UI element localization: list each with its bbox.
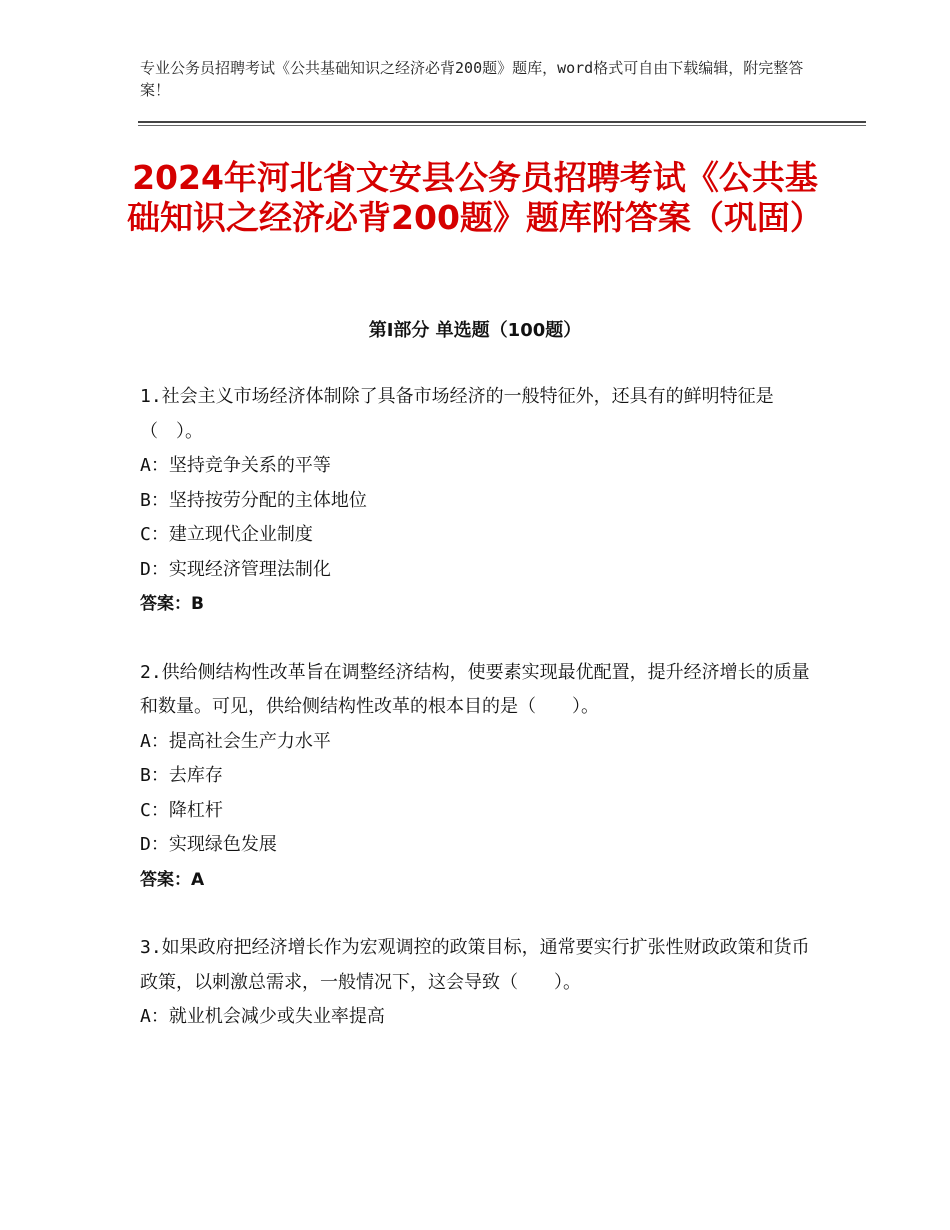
question-3 [140, 931, 810, 1035]
section-title: 第Ⅰ部分 单选题（100题） [368, 320, 582, 341]
option-b: B：坚持按劳分配的主体地位 [140, 489, 367, 511]
option-c: C：建立现代企业制度 [140, 524, 313, 545]
header-note: 专业公务员招聘考试《公共基础知识之经济必背200题》题库，word格式可自由下载编辑，附完整答案！ [140, 59, 804, 99]
option-c: C：降杠杆 [140, 799, 223, 821]
question-stem: 2.供给侧结构性改革旨在调整经济结构，使要素实现最优配置，提升经济增长的质量和数量。可见，供给侧结构性改革的根本目的是（ ）。 [140, 661, 810, 717]
document-title: 2024年河北省文安县公务员招聘考试《公共基础知识之经济必背200题》题库附答案（巩固） [127, 158, 823, 237]
question-1 [140, 380, 810, 622]
question-list [140, 380, 810, 1069]
header-divider-thick [138, 121, 866, 123]
option-b: B：去库存 [140, 765, 223, 786]
option-a: A：提高社会生产力水平 [140, 730, 331, 752]
option-a: A：坚持竞争关系的平等 [140, 455, 331, 476]
option-a: A：就业机会减少或失业率提高 [140, 1006, 385, 1027]
option-d: D：实现经济管理法制化 [140, 558, 331, 580]
answer-line: 答案：B [140, 594, 204, 614]
answer-line: 答案：A [140, 869, 205, 890]
question-stem: 1.社会主义市场经济体制除了具备市场经济的一般特征外，还具有的鲜明特征是（ ）。 [140, 386, 774, 442]
header-divider-thin [138, 125, 866, 126]
question-2 [140, 656, 810, 898]
question-stem: 3.如果政府把经济增长作为宏观调控的政策目标，通常要实行扩张性财政政策和货币政策，以刺激总需求，一般情况下，这会导致（ ）。 [140, 937, 810, 993]
option-d: D：实现绿色发展 [140, 834, 277, 855]
